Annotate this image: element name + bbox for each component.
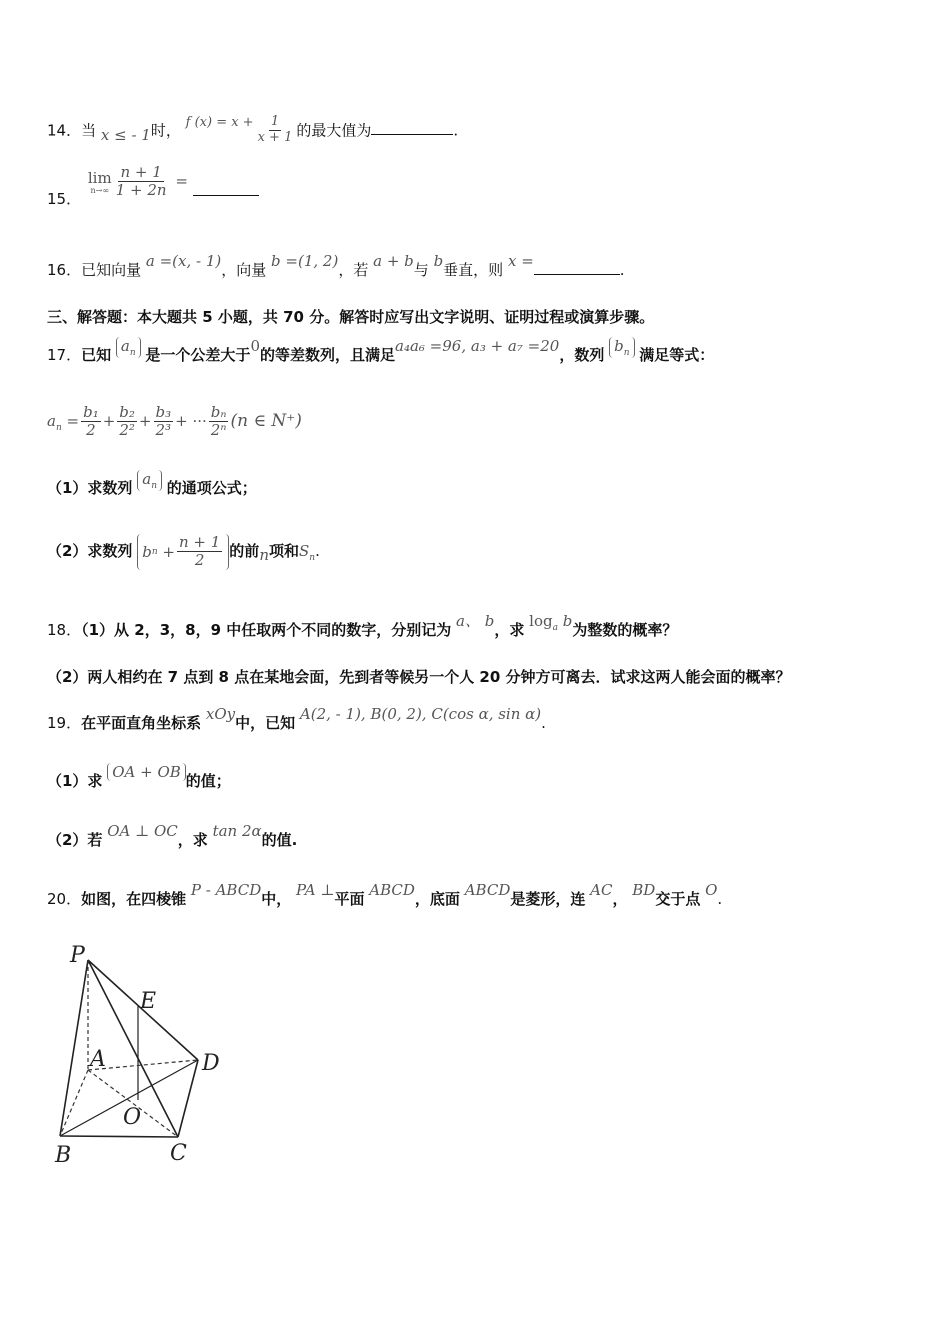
q16-text: 垂直，则	[443, 261, 504, 279]
p2-n: n	[259, 545, 269, 564]
part-text: 的通项公式；	[166, 479, 257, 497]
q20-o: O	[705, 881, 718, 899]
label-c: C	[170, 1141, 187, 1166]
frac-denominator: 2³	[155, 421, 172, 440]
q19-p2-tan: tan 2α	[212, 822, 262, 840]
question-15	[47, 163, 259, 208]
label-p: P	[70, 943, 85, 968]
frac-numerator: 1	[270, 114, 280, 129]
q15-fraction	[114, 164, 169, 200]
q15-limit	[88, 169, 112, 195]
p2-sum: $S_n$	[299, 541, 316, 563]
frac-numerator: b₃	[155, 403, 172, 421]
label-b: B	[55, 1143, 72, 1168]
edge-pb	[60, 960, 88, 1136]
q15-number: 15．	[47, 189, 82, 208]
q20-bd: BD	[632, 881, 656, 899]
frac-denominator: 2ⁿ	[210, 421, 227, 440]
part-text: ，求	[177, 831, 208, 849]
q19-part-1	[47, 763, 231, 791]
q19-p1-magnitude: OA + OB	[107, 763, 186, 781]
q17-text: 满足等式：	[639, 346, 715, 364]
p2-end: .	[315, 541, 320, 560]
q14-text: 时，	[150, 121, 181, 140]
part-text: 的值；	[185, 772, 231, 790]
q16-vector-b: b =(1, 2)	[271, 252, 339, 270]
q16-x: x =	[507, 252, 534, 270]
frac-denominator: 2²	[119, 421, 135, 440]
label-e: E	[140, 989, 157, 1014]
q14-number: 14．	[47, 121, 82, 140]
frac-denominator: 2	[194, 551, 205, 570]
question-20	[47, 881, 723, 909]
label-d: D	[202, 1051, 220, 1076]
frac-numerator: bₙ	[210, 403, 227, 421]
q16-number: 16．	[47, 261, 82, 279]
frac-numerator: n + 1	[120, 163, 162, 181]
q20-text: ，	[612, 890, 628, 908]
part-text: 的值.	[261, 831, 298, 849]
q19-p2-perp: OA ⊥ OC	[107, 822, 178, 840]
q20-text: 如图，在四棱锥	[81, 890, 187, 908]
frac-denominator: 2	[86, 421, 96, 440]
q17-text: 是一个公差大于	[145, 346, 251, 364]
lim-text: lim	[87, 168, 112, 187]
q20-end: .	[717, 890, 723, 908]
q20-plane: ABCD	[369, 881, 415, 899]
question-19	[47, 705, 546, 733]
part-label: （1）求	[47, 772, 103, 790]
q18-text: 为整数的概率？	[572, 621, 678, 639]
q18-text: ，求	[494, 621, 525, 639]
q19-text: 在平面直角坐标系	[81, 714, 202, 732]
q17-condition: a₄a₆ =96, a₃ + a₇ =20	[395, 337, 560, 355]
q20-pyramid: P - ABCD	[190, 881, 262, 899]
question-16	[47, 252, 625, 280]
q19-system: xOy	[205, 705, 236, 723]
q14-text: 当	[81, 121, 97, 140]
formula-term-3	[154, 404, 174, 440]
q20-pa: PA ⊥	[296, 881, 335, 899]
q20-text: 中，	[261, 890, 292, 908]
frac-numerator: b₂	[119, 403, 135, 421]
part-label: （1）求数列	[47, 479, 133, 497]
pyramid-figure	[50, 940, 225, 1170]
part-text: 的前	[229, 541, 260, 560]
q14-function: f (x) = x +	[185, 115, 254, 131]
q20-text: 平面	[334, 890, 365, 908]
frac-denominator: x + 1	[257, 129, 293, 145]
formula-term-1	[81, 404, 101, 440]
q19-end: .	[541, 714, 546, 732]
formula-condition: (n ∈ N⁺)	[230, 410, 302, 431]
q19-text: 中，已知	[235, 714, 296, 732]
question-14	[47, 116, 458, 147]
q16-end: .	[619, 261, 625, 279]
seq-b: b	[614, 337, 624, 355]
q17-zero: 0	[250, 337, 260, 355]
part-text: 项和	[268, 541, 299, 560]
lim-subscript: n→∞	[90, 185, 110, 195]
question-17	[47, 337, 715, 367]
q20-base: ABCD	[464, 881, 511, 899]
formula-dots: + ···	[175, 411, 207, 430]
edge-cd	[178, 1060, 198, 1137]
q20-text: 是菱形，连	[510, 890, 586, 908]
label-a: A	[90, 1047, 106, 1072]
answer-blank	[371, 122, 453, 135]
q16-b: b	[433, 252, 444, 270]
q14-condition: x ≤ - 1	[100, 126, 151, 145]
frac-denominator: 1 + 2n	[115, 181, 167, 200]
question-18	[47, 612, 678, 642]
q17-number: 17．	[47, 346, 82, 364]
answer-blank	[193, 183, 259, 196]
edge-ab	[60, 1070, 88, 1136]
q16-text: ，若	[338, 261, 369, 279]
part-label: （2）求数列	[47, 541, 133, 560]
answer-blank	[534, 262, 620, 275]
q14-text: 的最大值为	[296, 121, 372, 140]
q17-part-2	[47, 534, 320, 570]
q16-vector-a: a =(x, - 1)	[145, 252, 222, 270]
q18-number: 18．	[47, 621, 82, 639]
q16-text: 与	[413, 261, 429, 279]
formula-term-2	[117, 404, 137, 440]
formula-lhs: $a_n$ =	[47, 411, 80, 433]
frac-numerator: b₁	[83, 403, 99, 421]
q18-text: （1）从 2，3，8，9 中任取两个不同的数字，分别记为	[81, 621, 452, 639]
q17-formula: $a_n$ = $\frac{\text{b₁}}{2}$ + $\frac{\text{b₂}}{\text{2²}}$ + $\frac{\text{b₃}}{\text{2³}}$ + ··· $\frac{\text{bₙ}}{\text{2ⁿ}}$ (n ∈ N⁺)	[47, 403, 302, 440]
q17-p2-sequence: b n + $\frac{n + 1}{2}$	[137, 534, 229, 570]
q17-text: 已知	[81, 346, 112, 364]
log-text: log	[529, 612, 553, 630]
q20-ac: AC	[590, 881, 613, 899]
q18-part-2: （2）两人相约在 7 点到 8 点在某地会面，先到者等候另一个人 20 分钟方可离去．试求这两人能会面的概率？	[47, 668, 791, 686]
sum-s: S	[299, 541, 310, 560]
seq-a: a	[142, 470, 152, 488]
q19-part-2	[47, 822, 298, 850]
formula-term-n	[209, 404, 229, 440]
q19-number: 19．	[47, 714, 82, 732]
q18-ab: a、 b	[456, 612, 495, 630]
q17-sequence-a: $a_n$	[116, 337, 141, 358]
q15-equals: =	[175, 171, 188, 190]
p2-fraction	[177, 534, 222, 570]
q20-text: 交于点	[655, 890, 701, 908]
q17-text: 的等差数列，且满足	[259, 346, 395, 364]
q18-log: $\log_a b$	[529, 612, 573, 633]
q17-part-1	[47, 470, 257, 500]
q20-number: 20．	[47, 890, 82, 908]
part-label: （2）若	[47, 831, 103, 849]
seq-a: a	[120, 337, 130, 355]
q17-text: ，数列	[559, 346, 605, 364]
label-o: O	[123, 1105, 142, 1130]
edge-bc	[60, 1136, 178, 1137]
q14-fraction	[256, 115, 295, 146]
log-arg: b	[562, 612, 573, 630]
q19-points: A(2, - 1), B(0, 2), C(cos α, sin α)	[299, 705, 542, 723]
q16-text: 已知向量	[81, 261, 142, 279]
q17-p1-sequence: $a_n$	[137, 470, 162, 491]
seq-b: b	[142, 542, 152, 561]
section-heading: 三、解答题：本大题共 5 小题，共 70 分。解答时应写出文字说明、证明过程或演算步骤。	[47, 308, 655, 326]
formula-a: a	[47, 411, 56, 430]
q16-text: ，向量	[221, 261, 267, 279]
q17-sequence-b: $b_n$	[609, 337, 634, 358]
frac-numerator: n + 1	[178, 533, 221, 551]
q20-text: ，底面	[414, 890, 460, 908]
q14-end: .	[453, 121, 459, 140]
q16-sum: a + b	[373, 252, 414, 270]
